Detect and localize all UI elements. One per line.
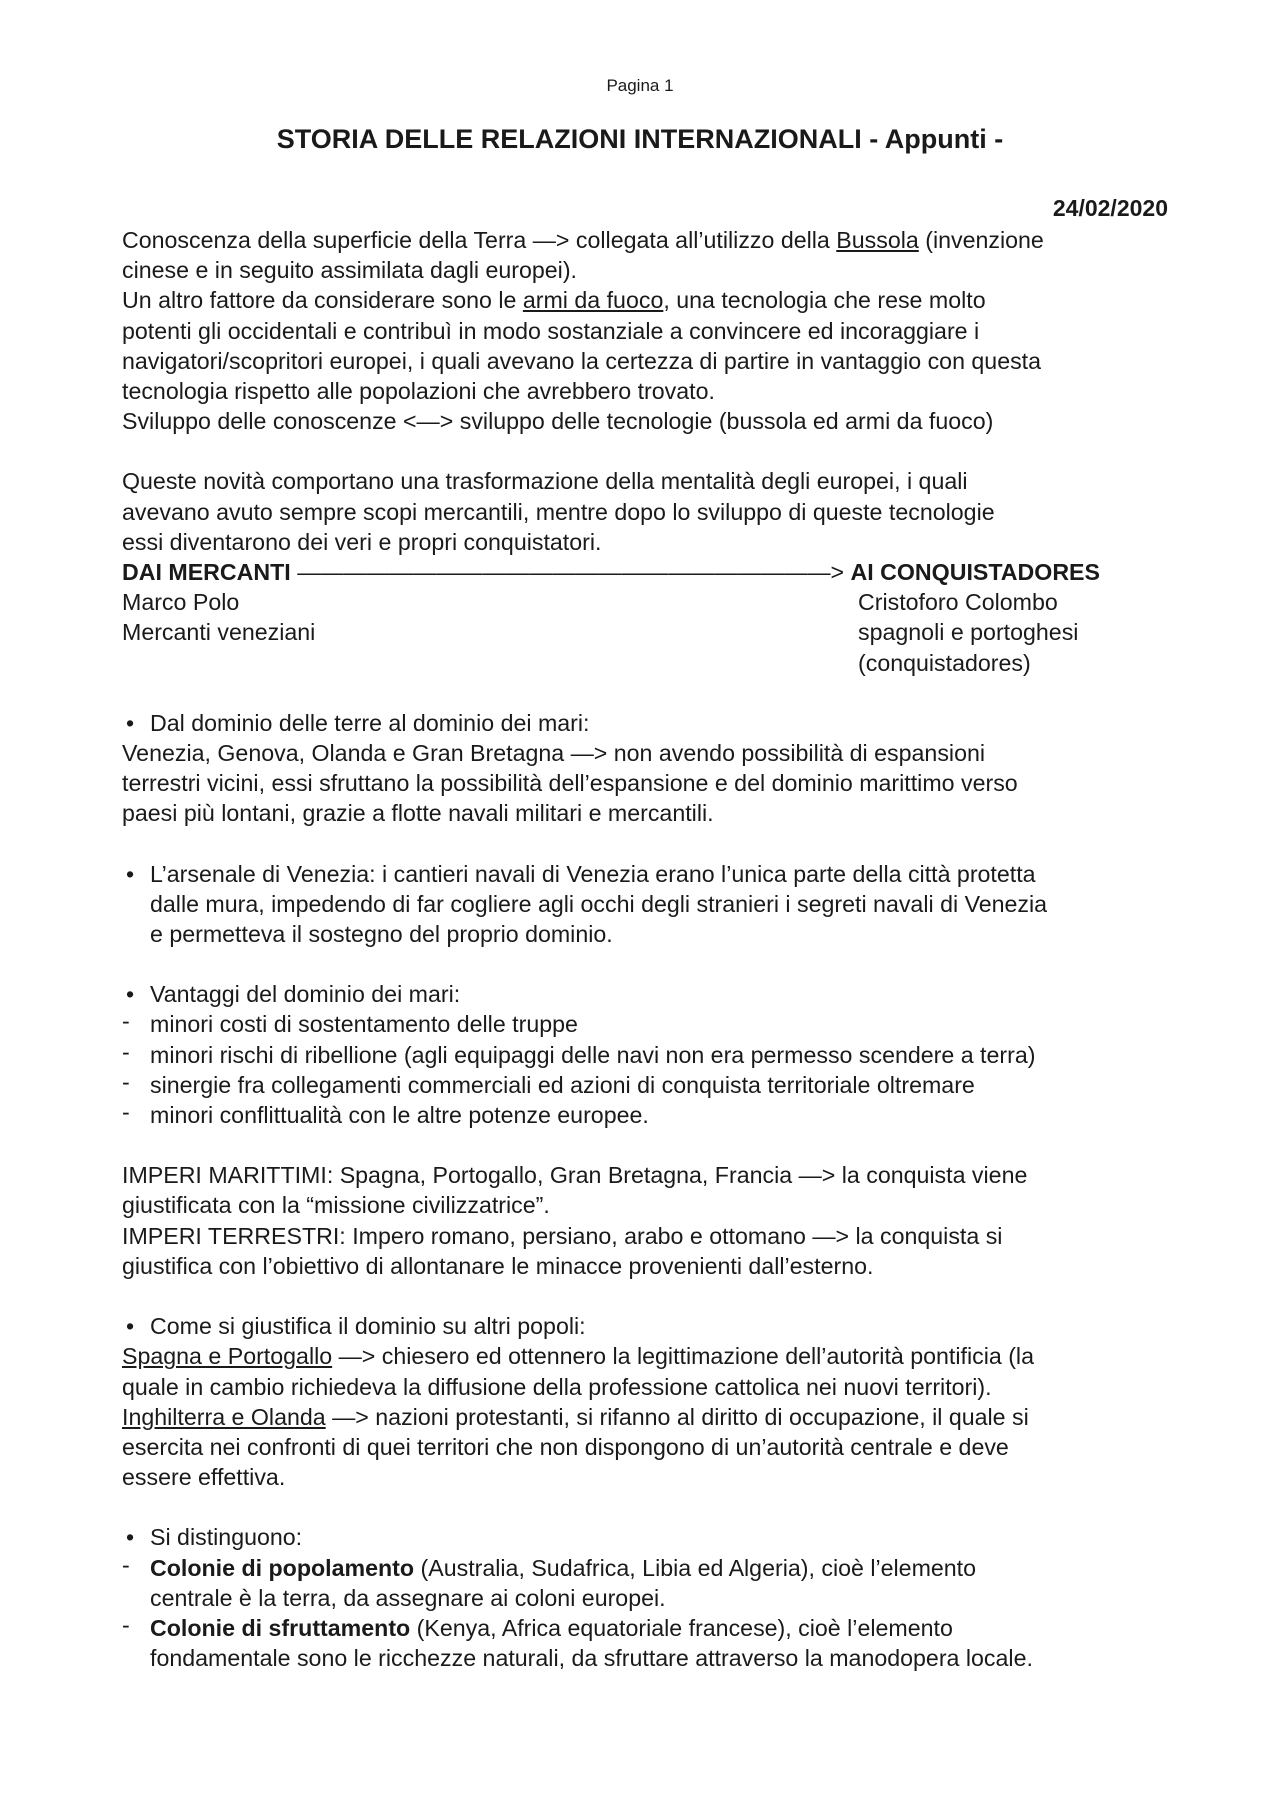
dash-item: - minori rischi di ribellione (agli equipaggi delle navi non era permesso scendere a terra) [122, 1038, 1036, 1068]
underlined-term: armi da fuoco [522, 287, 664, 314]
dash-item: - minori conflittualità con le altre potenze europee. [122, 1099, 649, 1129]
bullet-item: • Vantaggi del dominio dei mari: [126, 981, 461, 1008]
novita-line: avevano avuto sempre scopi mercantili, mentre dopo lo sviluppo di queste tecnologie [122, 498, 995, 525]
bullet-item: • L’arsenale di Venezia: i cantieri navali di Venezia erano l’unica parte della città protetta [126, 860, 1036, 887]
title-suffix: - Appunti - [861, 124, 1004, 154]
bullet-item: • Si distinguono: [126, 1524, 303, 1551]
intro-line: Conoscenza della superficie della Terra —> collegata all’utilizzo della Bussola (invenzione [122, 227, 1044, 253]
intro-line: Un altro fattore da considerare sono le armi da fuoco, una tecnologia che rese molto [122, 287, 986, 314]
dash-item: - Colonie di sfruttamento (Kenya, Africa equatoriale francese), cioè l’elemento [122, 1611, 953, 1641]
mercanti-heading: DAI MERCANTI ———————————————————————> AI CONQUISTADORES [122, 559, 1100, 586]
dash-item: - sinergie fra collegamenti commerciali ed azioni di conquista territoriale oltremare [122, 1068, 975, 1098]
title-main: STORIA DELLE RELAZIONI INTERNAZIONALI [276, 124, 862, 154]
dash-item: - Colonie di popolamento (Australia, Sudafrica, Libia ed Algeria), cioè l’elemento [122, 1551, 977, 1581]
intro-line: cinese e in seguito assimilata dagli europei). [122, 257, 577, 284]
document-title [0, 124, 1280, 155]
underlined-term: Spagna e Portogallo [122, 1343, 333, 1370]
novita-line: Queste novità comportano una trasformazione della mentalità degli europei, i quali [122, 468, 968, 495]
intro-line: potenti gli occidentali e contribuì in modo sostanziale a convincere ed incoraggiare i [122, 317, 980, 344]
page-number: Pagina 1 [606, 76, 674, 95]
underlined-term: Inghilterra e Olanda [122, 1403, 326, 1430]
dash-item: - minori costi di sostentamento delle truppe [122, 1008, 578, 1038]
note-date: 24/02/2020 [1052, 195, 1168, 221]
bullet-item: • Dal dominio delle terre al dominio dei mari: [126, 709, 590, 736]
intro-line: Sviluppo delle conoscenze <—> sviluppo delle tecnologie (bussola ed armi da fuoco) [122, 408, 994, 435]
novita-line: essi diventarono dei veri e propri conquistatori. [122, 528, 602, 555]
intro-line: tecnologia rispetto alle popolazioni che avrebbero trovato. [122, 378, 715, 405]
notes-body: Conoscenza della superficie della Terra —> collegata all’utilizzo della Bussola (invenzione cinese e in seguito assimilata dagli europei). Un altro fattore da considerare sono le armi da fuoco, una tecnologia che rese molto potenti gli occidentali e contribuì in modo sostanziale a convincere ed incoraggiare i navigatori/scopritori europei, i quali avevano la certezza di partire in vantaggio con questa tecnologia rispetto alle popolazioni che avrebbero trovato. Sviluppo delle conoscenze <—> sviluppo delle tecnologie (bussola ed armi da fuoco) Queste novità comportano una trasformazione della mentalità degli europei, i quali avevano avuto sempre scopi mercantili, mentre dopo lo sviluppo di queste tecnologie essi diventarono dei veri e propri conquistatori. DAI MERCANTI ———————————————————————> AI CONQUISTADORES Marco Polo Cristoforo Colombo Mercanti veneziani spagnoli e portoghesi (conquistadores) • Dal dominio delle terre al dominio dei mari: Venezia, Genova, Olanda e Gran Bretagna —> non avendo possibilità di espansioni terrestri vicini, essi sfruttano la possibilità dell’espansione e del dominio marittimo verso paesi più lontani, grazie a flotte navali militari e mercantili. • L’arsenale di Venezia: i cantieri navali di Venezia erano l’unica parte della città protetta dalle mura, impedendo di far cogliere agli occhi degli stranieri i segreti navali di Venezia e permetteva il sostegno del proprio dominio. • Vantaggi del dominio dei mari: - minori costi di sostentamento delle truppe - minori rischi di ribellione (agli equipaggi delle navi non era permesso scendere a terra) - sinergie fra collegamenti commerciali ed azioni di conquista territoriale oltremare - minori conflittualità con le altre potenze europee. IMPERI MARITTIMI: Spagna, Portogallo, Gran Bretagna, Francia —> la conquista viene giustificata con la “missione civilizzatrice”. IMPERI TERRESTRI: Impero romano, persiano, arabo e ottomano —> la conquista si giustifica con l’obiettivo di allontanare le minacce provenienti dall’esterno. • Come si giustifica il dominio su altri popoli: Spagna e Portogallo —> chiesero ed ottennero la legittimazione dell’autorità pontificia (la quale in cambio richiedeva la diffusione della professione cattolica nei nuovi territori). Inghilterra e Olanda —> nazioni protestanti, si rifanno al diritto di occupazione, il quale si esercita nei confronti di quei territori che non dispongono di un’autorità centrale e deve essere effettiva. • Si distinguono: - Colonie di popolamento (Australia, Sudafrica, Libia ed Algeria), cioè l’elemento centrale è la terra, da assegnare ai coloni europei. - Colonie di sfruttamento (Kenya, Africa equatoriale francese), cioè l’elemento fondamentale sono le ricchezze naturali, da sfruttare attraverso la manodopera locale. [122, 225, 1182, 1673]
mercanti-row: (conquistadores) [858, 649, 1031, 676]
intro-line: navigatori/scopritori europei, i quali avevano la certezza di partire in vantaggio con questa [122, 347, 1042, 374]
mercanti-row: Mercanti veneziani spagnoli e portoghesi [122, 619, 1079, 646]
mercanti-row: Marco Polo Cristoforo Colombo [122, 589, 1058, 616]
bullet-item: • Come si giustifica il dominio su altri popoli: [126, 1313, 586, 1340]
underlined-term: Bussola [836, 227, 919, 253]
